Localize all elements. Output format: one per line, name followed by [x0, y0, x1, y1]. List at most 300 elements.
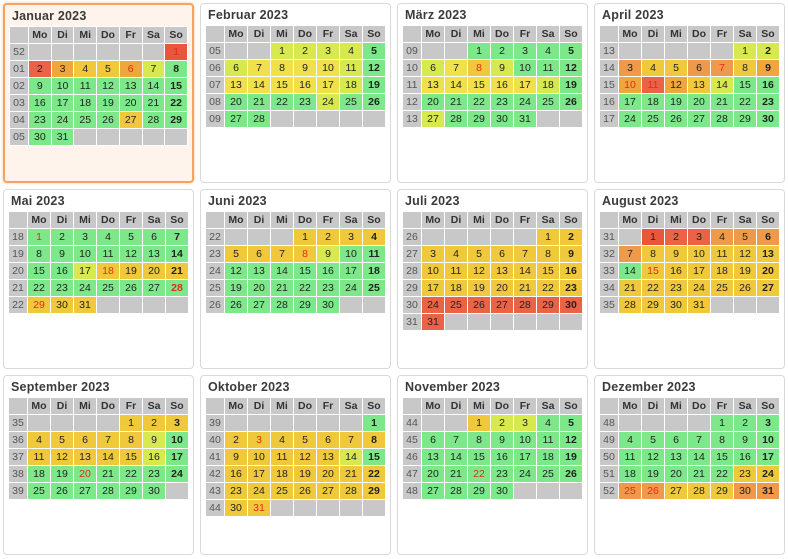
- day-cell[interactable]: 30: [29, 129, 52, 146]
- day-cell[interactable]: 3: [514, 43, 537, 60]
- day-cell[interactable]: 5: [97, 61, 120, 78]
- day-cell[interactable]: 30: [491, 111, 514, 128]
- day-cell[interactable]: 1: [734, 43, 757, 60]
- day-cell[interactable]: 16: [225, 466, 248, 483]
- day-cell[interactable]: 9: [51, 246, 74, 263]
- day-cell[interactable]: 8: [294, 246, 317, 263]
- day-cell[interactable]: 2: [734, 415, 757, 432]
- day-cell[interactable]: 27: [248, 297, 271, 314]
- day-cell[interactable]: 15: [642, 263, 665, 280]
- day-cell[interactable]: 24: [514, 466, 537, 483]
- day-cell[interactable]: 13: [757, 246, 780, 263]
- day-cell[interactable]: 16: [51, 263, 74, 280]
- day-cell[interactable]: 17: [688, 263, 711, 280]
- day-cell[interactable]: 23: [734, 466, 757, 483]
- day-cell[interactable]: 13: [422, 449, 445, 466]
- day-cell[interactable]: 21: [166, 263, 189, 280]
- day-cell[interactable]: 29: [120, 483, 143, 500]
- day-cell[interactable]: 10: [619, 77, 642, 94]
- day-cell[interactable]: 26: [560, 94, 583, 111]
- day-cell[interactable]: 17: [166, 449, 189, 466]
- day-cell[interactable]: 7: [340, 432, 363, 449]
- day-cell[interactable]: 22: [711, 466, 734, 483]
- day-cell[interactable]: 9: [225, 449, 248, 466]
- day-cell[interactable]: 17: [317, 77, 340, 94]
- day-cell[interactable]: 14: [142, 78, 165, 95]
- day-cell[interactable]: 26: [665, 111, 688, 128]
- day-cell[interactable]: 20: [143, 263, 166, 280]
- day-cell[interactable]: 1: [468, 43, 491, 60]
- day-cell[interactable]: 23: [491, 466, 514, 483]
- day-cell[interactable]: 3: [166, 415, 189, 432]
- day-cell[interactable]: 23: [294, 94, 317, 111]
- day-cell[interactable]: 26: [294, 483, 317, 500]
- day-cell[interactable]: 27: [665, 483, 688, 500]
- day-cell[interactable]: 27: [757, 280, 780, 297]
- day-cell[interactable]: 17: [51, 95, 74, 112]
- day-cell[interactable]: 28: [619, 297, 642, 314]
- day-cell[interactable]: 9: [757, 60, 780, 77]
- day-cell[interactable]: 4: [363, 229, 386, 246]
- day-cell[interactable]: 18: [711, 263, 734, 280]
- day-cell[interactable]: 10: [340, 246, 363, 263]
- day-cell[interactable]: 22: [165, 95, 188, 112]
- day-cell[interactable]: 7: [248, 60, 271, 77]
- day-cell[interactable]: 23: [225, 483, 248, 500]
- day-cell[interactable]: 17: [422, 280, 445, 297]
- day-cell[interactable]: 25: [711, 280, 734, 297]
- day-cell[interactable]: 23: [317, 280, 340, 297]
- day-cell[interactable]: 8: [468, 60, 491, 77]
- day-cell[interactable]: 19: [363, 77, 386, 94]
- day-cell[interactable]: 3: [51, 61, 74, 78]
- day-cell[interactable]: 18: [537, 77, 560, 94]
- day-cell[interactable]: 12: [468, 263, 491, 280]
- day-cell[interactable]: 14: [166, 246, 189, 263]
- day-cell[interactable]: 9: [491, 432, 514, 449]
- day-cell[interactable]: 26: [97, 112, 120, 129]
- day-cell[interactable]: 2: [757, 43, 780, 60]
- day-cell[interactable]: 13: [491, 263, 514, 280]
- day-cell[interactable]: 21: [271, 280, 294, 297]
- day-cell[interactable]: 25: [642, 111, 665, 128]
- day-cell[interactable]: 22: [28, 280, 51, 297]
- day-cell[interactable]: 17: [514, 449, 537, 466]
- day-cell[interactable]: 9: [491, 60, 514, 77]
- day-cell[interactable]: 20: [225, 94, 248, 111]
- day-cell[interactable]: 3: [514, 415, 537, 432]
- day-cell[interactable]: 25: [340, 94, 363, 111]
- day-cell[interactable]: 26: [225, 297, 248, 314]
- day-cell[interactable]: 15: [165, 78, 188, 95]
- day-cell[interactable]: 27: [317, 483, 340, 500]
- day-cell[interactable]: 5: [560, 43, 583, 60]
- day-cell[interactable]: 29: [711, 483, 734, 500]
- day-cell[interactable]: 7: [688, 432, 711, 449]
- day-cell[interactable]: 29: [294, 297, 317, 314]
- day-cell[interactable]: 25: [271, 483, 294, 500]
- day-cell[interactable]: 23: [491, 94, 514, 111]
- day-cell[interactable]: 23: [757, 94, 780, 111]
- day-cell[interactable]: 8: [734, 60, 757, 77]
- day-cell[interactable]: 1: [711, 415, 734, 432]
- day-cell[interactable]: 8: [711, 432, 734, 449]
- day-cell[interactable]: 20: [688, 94, 711, 111]
- day-cell[interactable]: 1: [271, 43, 294, 60]
- day-cell[interactable]: 12: [363, 60, 386, 77]
- day-cell[interactable]: 20: [665, 466, 688, 483]
- day-cell[interactable]: 31: [688, 297, 711, 314]
- day-cell[interactable]: 3: [340, 229, 363, 246]
- day-cell[interactable]: 6: [757, 229, 780, 246]
- day-cell[interactable]: 14: [97, 449, 120, 466]
- day-cell[interactable]: 17: [619, 94, 642, 111]
- day-cell[interactable]: 17: [248, 466, 271, 483]
- day-cell[interactable]: 22: [468, 94, 491, 111]
- day-cell[interactable]: 30: [560, 297, 583, 314]
- day-cell[interactable]: 18: [74, 95, 97, 112]
- day-cell[interactable]: 11: [28, 449, 51, 466]
- day-cell[interactable]: 16: [317, 263, 340, 280]
- day-cell[interactable]: 14: [445, 449, 468, 466]
- day-cell[interactable]: 24: [514, 94, 537, 111]
- day-cell[interactable]: 13: [317, 449, 340, 466]
- day-cell[interactable]: 12: [642, 449, 665, 466]
- day-cell[interactable]: 20: [248, 280, 271, 297]
- day-cell[interactable]: 12: [225, 263, 248, 280]
- day-cell[interactable]: 25: [619, 483, 642, 500]
- day-cell[interactable]: 2: [143, 415, 166, 432]
- day-cell[interactable]: 9: [560, 246, 583, 263]
- day-cell[interactable]: 17: [757, 449, 780, 466]
- day-cell[interactable]: 20: [317, 466, 340, 483]
- day-cell[interactable]: 14: [514, 263, 537, 280]
- day-cell[interactable]: 23: [51, 280, 74, 297]
- day-cell[interactable]: 13: [248, 263, 271, 280]
- day-cell[interactable]: 24: [317, 94, 340, 111]
- day-cell[interactable]: 8: [120, 432, 143, 449]
- day-cell[interactable]: 2: [51, 229, 74, 246]
- day-cell[interactable]: 23: [665, 280, 688, 297]
- day-cell[interactable]: 19: [225, 280, 248, 297]
- day-cell[interactable]: 19: [560, 77, 583, 94]
- day-cell[interactable]: 22: [642, 280, 665, 297]
- day-cell[interactable]: 3: [317, 43, 340, 60]
- day-cell[interactable]: 12: [560, 60, 583, 77]
- day-cell[interactable]: 22: [537, 280, 560, 297]
- day-cell[interactable]: 29: [734, 111, 757, 128]
- day-cell[interactable]: 13: [143, 246, 166, 263]
- day-cell[interactable]: 25: [74, 112, 97, 129]
- day-cell[interactable]: 10: [514, 432, 537, 449]
- day-cell[interactable]: 23: [560, 280, 583, 297]
- day-cell[interactable]: 21: [340, 466, 363, 483]
- day-cell[interactable]: 21: [619, 280, 642, 297]
- day-cell[interactable]: 21: [688, 466, 711, 483]
- day-cell[interactable]: 18: [619, 466, 642, 483]
- day-cell[interactable]: 7: [445, 60, 468, 77]
- day-cell[interactable]: 24: [688, 280, 711, 297]
- day-cell[interactable]: 4: [537, 43, 560, 60]
- day-cell[interactable]: 27: [422, 483, 445, 500]
- day-cell[interactable]: 30: [491, 483, 514, 500]
- day-cell[interactable]: 15: [120, 449, 143, 466]
- day-cell[interactable]: 18: [445, 280, 468, 297]
- day-cell[interactable]: 21: [514, 280, 537, 297]
- day-cell[interactable]: 24: [74, 280, 97, 297]
- day-cell[interactable]: 17: [74, 263, 97, 280]
- day-cell[interactable]: 8: [165, 61, 188, 78]
- day-cell[interactable]: 16: [665, 263, 688, 280]
- day-cell[interactable]: 31: [248, 500, 271, 517]
- day-cell[interactable]: 11: [537, 432, 560, 449]
- day-cell[interactable]: 28: [248, 111, 271, 128]
- day-cell[interactable]: 9: [665, 246, 688, 263]
- day-cell[interactable]: 3: [619, 60, 642, 77]
- day-cell[interactable]: 5: [468, 246, 491, 263]
- day-cell[interactable]: 18: [28, 466, 51, 483]
- day-cell[interactable]: 25: [363, 280, 386, 297]
- day-cell[interactable]: 2: [560, 229, 583, 246]
- day-cell[interactable]: 28: [514, 297, 537, 314]
- day-cell[interactable]: 22: [363, 466, 386, 483]
- day-cell[interactable]: 2: [225, 432, 248, 449]
- day-cell[interactable]: 26: [642, 483, 665, 500]
- day-cell[interactable]: 9: [29, 78, 52, 95]
- day-cell[interactable]: 1: [28, 229, 51, 246]
- day-cell[interactable]: 12: [560, 432, 583, 449]
- day-cell[interactable]: 27: [422, 111, 445, 128]
- day-cell[interactable]: 10: [514, 60, 537, 77]
- day-cell[interactable]: 24: [166, 466, 189, 483]
- day-cell[interactable]: 7: [166, 229, 189, 246]
- day-cell[interactable]: 15: [28, 263, 51, 280]
- day-cell[interactable]: 16: [294, 77, 317, 94]
- day-cell[interactable]: 15: [537, 263, 560, 280]
- day-cell[interactable]: 4: [340, 43, 363, 60]
- day-cell[interactable]: 12: [665, 77, 688, 94]
- day-cell[interactable]: 22: [271, 94, 294, 111]
- day-cell[interactable]: 11: [619, 449, 642, 466]
- day-cell[interactable]: 6: [422, 60, 445, 77]
- day-cell[interactable]: 9: [734, 432, 757, 449]
- day-cell[interactable]: 3: [422, 246, 445, 263]
- day-cell[interactable]: 2: [29, 61, 52, 78]
- day-cell[interactable]: 6: [74, 432, 97, 449]
- day-cell[interactable]: 16: [491, 449, 514, 466]
- day-cell[interactable]: 7: [271, 246, 294, 263]
- day-cell[interactable]: 15: [734, 77, 757, 94]
- day-cell[interactable]: 14: [271, 263, 294, 280]
- day-cell[interactable]: 5: [294, 432, 317, 449]
- day-cell[interactable]: 21: [445, 94, 468, 111]
- day-cell[interactable]: 20: [74, 466, 97, 483]
- day-cell[interactable]: 28: [166, 280, 189, 297]
- day-cell[interactable]: 20: [119, 95, 142, 112]
- day-cell[interactable]: 1: [294, 229, 317, 246]
- day-cell[interactable]: 7: [97, 432, 120, 449]
- day-cell[interactable]: 31: [51, 129, 74, 146]
- day-cell[interactable]: 2: [294, 43, 317, 60]
- day-cell[interactable]: 11: [445, 263, 468, 280]
- day-cell[interactable]: 14: [711, 77, 734, 94]
- day-cell[interactable]: 24: [51, 112, 74, 129]
- day-cell[interactable]: 21: [97, 466, 120, 483]
- day-cell[interactable]: 19: [51, 466, 74, 483]
- day-cell[interactable]: 29: [363, 483, 386, 500]
- day-cell[interactable]: 12: [294, 449, 317, 466]
- day-cell[interactable]: 26: [560, 466, 583, 483]
- day-cell[interactable]: 16: [560, 263, 583, 280]
- day-cell[interactable]: 12: [734, 246, 757, 263]
- day-cell[interactable]: 31: [74, 297, 97, 314]
- day-cell[interactable]: 10: [688, 246, 711, 263]
- day-cell[interactable]: 8: [537, 246, 560, 263]
- day-cell[interactable]: 30: [757, 111, 780, 128]
- day-cell[interactable]: 29: [468, 483, 491, 500]
- day-cell[interactable]: 11: [642, 77, 665, 94]
- day-cell[interactable]: 1: [537, 229, 560, 246]
- day-cell[interactable]: 16: [757, 77, 780, 94]
- day-cell[interactable]: 5: [665, 60, 688, 77]
- day-cell[interactable]: 29: [537, 297, 560, 314]
- day-cell[interactable]: 10: [422, 263, 445, 280]
- day-cell[interactable]: 28: [97, 483, 120, 500]
- day-cell[interactable]: 20: [422, 94, 445, 111]
- day-cell[interactable]: 25: [97, 280, 120, 297]
- day-cell[interactable]: 24: [340, 280, 363, 297]
- day-cell[interactable]: 4: [271, 432, 294, 449]
- day-cell[interactable]: 5: [363, 43, 386, 60]
- day-cell[interactable]: 21: [248, 94, 271, 111]
- day-cell[interactable]: 26: [120, 280, 143, 297]
- day-cell[interactable]: 2: [491, 43, 514, 60]
- day-cell[interactable]: 22: [294, 280, 317, 297]
- day-cell[interactable]: 2: [317, 229, 340, 246]
- day-cell[interactable]: 19: [120, 263, 143, 280]
- day-cell[interactable]: 10: [74, 246, 97, 263]
- day-cell[interactable]: 4: [711, 229, 734, 246]
- day-cell[interactable]: 21: [445, 466, 468, 483]
- day-cell[interactable]: 21: [711, 94, 734, 111]
- day-cell[interactable]: 15: [363, 449, 386, 466]
- day-cell[interactable]: 5: [225, 246, 248, 263]
- day-cell[interactable]: 15: [271, 77, 294, 94]
- day-cell[interactable]: 12: [51, 449, 74, 466]
- day-cell[interactable]: 8: [468, 432, 491, 449]
- day-cell[interactable]: 5: [120, 229, 143, 246]
- day-cell[interactable]: 19: [97, 95, 120, 112]
- day-cell[interactable]: 5: [642, 432, 665, 449]
- day-cell[interactable]: 26: [734, 280, 757, 297]
- day-cell[interactable]: 1: [363, 415, 386, 432]
- day-cell[interactable]: 4: [74, 61, 97, 78]
- day-cell[interactable]: 28: [688, 483, 711, 500]
- day-cell[interactable]: 7: [514, 246, 537, 263]
- day-cell[interactable]: 16: [143, 449, 166, 466]
- day-cell[interactable]: 13: [688, 77, 711, 94]
- day-cell[interactable]: 4: [97, 229, 120, 246]
- day-cell[interactable]: 10: [51, 78, 74, 95]
- day-cell[interactable]: 24: [422, 297, 445, 314]
- day-cell[interactable]: 28: [142, 112, 165, 129]
- day-cell[interactable]: 27: [491, 297, 514, 314]
- day-cell[interactable]: 24: [619, 111, 642, 128]
- day-cell[interactable]: 18: [97, 263, 120, 280]
- day-cell[interactable]: 18: [340, 77, 363, 94]
- day-cell[interactable]: 4: [619, 432, 642, 449]
- day-cell[interactable]: 14: [445, 77, 468, 94]
- day-cell[interactable]: 2: [665, 229, 688, 246]
- day-cell[interactable]: 18: [642, 94, 665, 111]
- day-cell[interactable]: 6: [491, 246, 514, 263]
- day-cell[interactable]: 12: [120, 246, 143, 263]
- day-cell[interactable]: 21: [142, 95, 165, 112]
- day-cell[interactable]: 9: [317, 246, 340, 263]
- day-cell[interactable]: 18: [363, 263, 386, 280]
- day-cell[interactable]: 11: [97, 246, 120, 263]
- day-cell[interactable]: 1: [642, 229, 665, 246]
- day-cell[interactable]: 27: [143, 280, 166, 297]
- day-cell[interactable]: 6: [317, 432, 340, 449]
- day-cell[interactable]: 6: [422, 432, 445, 449]
- day-cell[interactable]: 19: [665, 94, 688, 111]
- day-cell[interactable]: 10: [166, 432, 189, 449]
- day-cell[interactable]: 10: [757, 432, 780, 449]
- day-cell[interactable]: 30: [225, 500, 248, 517]
- day-cell[interactable]: 10: [248, 449, 271, 466]
- day-cell[interactable]: 12: [97, 78, 120, 95]
- day-cell[interactable]: 16: [29, 95, 52, 112]
- day-cell[interactable]: 2: [491, 415, 514, 432]
- day-cell[interactable]: 15: [711, 449, 734, 466]
- day-cell[interactable]: 28: [271, 297, 294, 314]
- day-cell[interactable]: 22: [468, 466, 491, 483]
- day-cell[interactable]: 28: [340, 483, 363, 500]
- day-cell[interactable]: 6: [225, 60, 248, 77]
- day-cell[interactable]: 4: [445, 246, 468, 263]
- day-cell[interactable]: 11: [363, 246, 386, 263]
- day-cell[interactable]: 7: [711, 60, 734, 77]
- day-cell[interactable]: 16: [491, 77, 514, 94]
- day-cell[interactable]: 28: [711, 111, 734, 128]
- day-cell[interactable]: 25: [537, 94, 560, 111]
- day-cell[interactable]: 24: [248, 483, 271, 500]
- day-cell[interactable]: 11: [711, 246, 734, 263]
- day-cell[interactable]: 7: [445, 432, 468, 449]
- day-cell[interactable]: 5: [560, 415, 583, 432]
- day-cell[interactable]: 16: [734, 449, 757, 466]
- day-cell[interactable]: 18: [537, 449, 560, 466]
- day-cell[interactable]: 30: [665, 297, 688, 314]
- day-cell[interactable]: 28: [445, 111, 468, 128]
- day-cell[interactable]: 25: [28, 483, 51, 500]
- day-cell[interactable]: 7: [142, 61, 165, 78]
- day-cell[interactable]: 11: [271, 449, 294, 466]
- day-cell[interactable]: 20: [422, 466, 445, 483]
- day-cell[interactable]: 28: [445, 483, 468, 500]
- day-cell[interactable]: 24: [757, 466, 780, 483]
- day-cell[interactable]: 31: [757, 483, 780, 500]
- day-cell[interactable]: 8: [271, 60, 294, 77]
- day-cell[interactable]: 3: [688, 229, 711, 246]
- day-cell[interactable]: 15: [468, 77, 491, 94]
- day-cell[interactable]: 25: [445, 297, 468, 314]
- day-cell[interactable]: 3: [74, 229, 97, 246]
- day-cell[interactable]: 4: [642, 60, 665, 77]
- day-cell[interactable]: 31: [422, 314, 445, 331]
- day-cell[interactable]: 20: [491, 280, 514, 297]
